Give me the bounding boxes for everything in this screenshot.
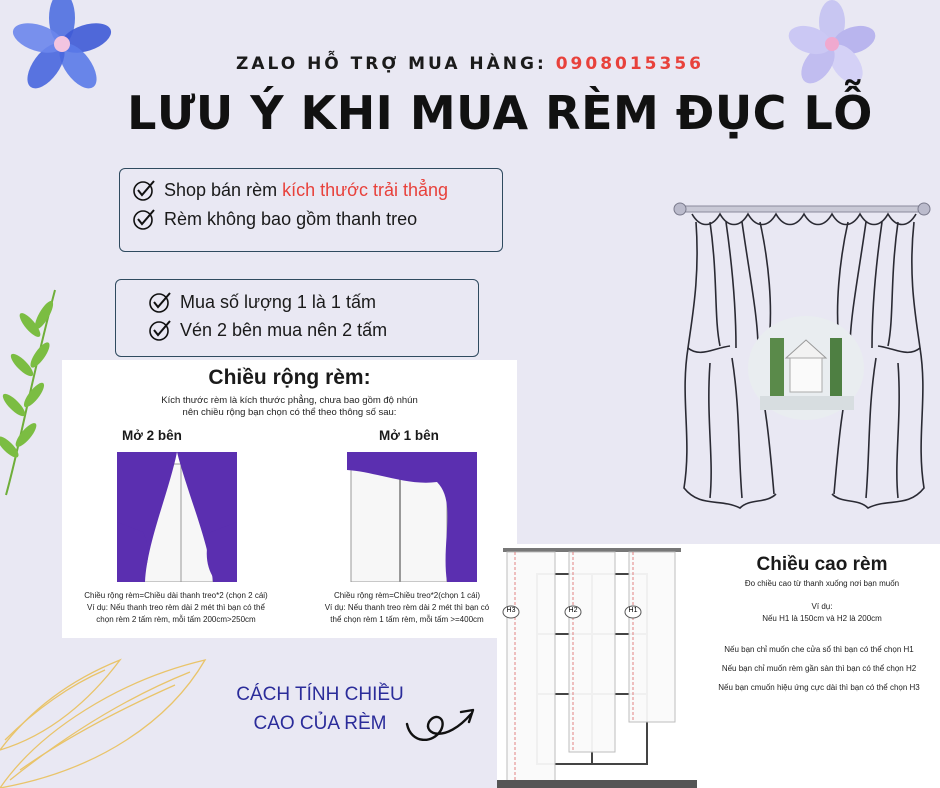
check-circle-icon — [148, 290, 172, 314]
note-two-side-text: Vén 2 bên mua nên 2 tấm — [180, 319, 388, 340]
height-card-title: Chiều cao rèm — [756, 554, 888, 575]
open-two-sides-heading: Mở 2 bên — [122, 428, 182, 443]
notes-box-2 — [115, 279, 479, 357]
height-option-2: Nếu bạn chỉ muốn rèm gần sàn thì bạn có thể chọn H2 — [721, 664, 917, 673]
check-circle-icon — [148, 318, 172, 342]
h2-label: H2 — [568, 607, 578, 614]
curly-arrow-icon — [405, 704, 477, 746]
open-one-side-heading: Mở 1 bên — [379, 428, 439, 443]
height-guide-line-1: CÁCH TÍNH CHIỀU — [236, 684, 404, 705]
gold-leaf-decoration — [0, 620, 210, 788]
note-rod-line — [132, 207, 417, 231]
note-size-line — [132, 178, 448, 202]
curtain-width-card — [62, 360, 517, 638]
one-side-curtain-diagram — [347, 452, 477, 582]
curtain-height-card — [497, 544, 940, 788]
note-quantity-line — [148, 290, 376, 314]
two-side-caption-1: Chiều rộng rèm=Chiều dài thanh treo*2 (chọn 2 cái) — [84, 591, 268, 600]
height-example-text: Nếu H1 là 150cm và H2 là 200cm — [762, 614, 882, 623]
two-side-caption-3: chọn rèm 2 tấm rèm, mỗi tấm 200cm>250cm — [96, 615, 256, 624]
curtain-illustration — [670, 198, 940, 528]
width-card-title: Chiều rộng rèm: — [208, 366, 371, 389]
height-option-3: Nếu bạn cmuốn hiệu ứng cực dài thì bạn có thể chọn H3 — [718, 683, 920, 692]
width-card-desc-2: nên chiều rộng bạn chọn có thể theo thông số sau: — [182, 407, 397, 418]
two-side-curtain-diagram — [117, 452, 237, 582]
height-option-1: Nếu bạn chỉ muốn che cửa sổ thì bạn có thể chọn H1 — [724, 645, 914, 654]
garden-scene-image — [748, 316, 864, 420]
one-side-caption-3: thể chọn rèm 1 tấm rèm, mỗi tấm >=400cm — [330, 615, 484, 624]
h1-label: H1 — [628, 607, 638, 614]
one-side-caption-2: Ví dụ: Nếu thanh treo rèm dài 2 mét thì bạn có — [324, 603, 490, 612]
check-circle-icon — [132, 207, 156, 231]
note-size-text: Shop bán rèm — [164, 179, 278, 200]
width-card-desc-1: Kích thước rèm là kích thước phẳng, chưa bao gồm độ nhún — [161, 395, 418, 406]
height-example-label: Ví dụ: — [811, 602, 833, 611]
height-measure-diagram — [497, 544, 697, 788]
zalo-label: ZALO HỖ TRỢ MUA HÀNG: — [236, 54, 547, 74]
note-two-side-line — [148, 318, 387, 342]
zalo-support-line — [0, 54, 940, 74]
note-quantity-text: Mua số lượng 1 là 1 tấm — [180, 291, 376, 312]
notes-box-1 — [119, 168, 503, 252]
check-circle-icon — [132, 178, 156, 202]
height-guide-link[interactable] — [200, 680, 440, 738]
page-title: LƯU Ý KHI MUA RÈM ĐỤC LỖ — [127, 86, 873, 140]
note-size-highlight: kích thước trải thẳng — [282, 179, 449, 200]
height-card-subtitle: Đo chiều cao từ thanh xuống nơi bạn muốn — [744, 579, 900, 588]
flower-top-right-decoration — [780, 0, 890, 95]
two-side-caption-2: Ví dụ: Nếu thanh treo rèm dài 2 mét thì bạn có thể — [87, 603, 265, 612]
h3-label: H3 — [506, 607, 516, 614]
zalo-phone[interactable]: 0908015356 — [555, 54, 704, 74]
height-guide-line-2: CAO CỦA RÈM — [253, 713, 387, 734]
one-side-caption-1: Chiều rộng rèm=Chiều treo*2(chọn 1 cái) — [333, 591, 481, 600]
note-rod-text: Rèm không bao gồm thanh treo — [164, 208, 418, 229]
